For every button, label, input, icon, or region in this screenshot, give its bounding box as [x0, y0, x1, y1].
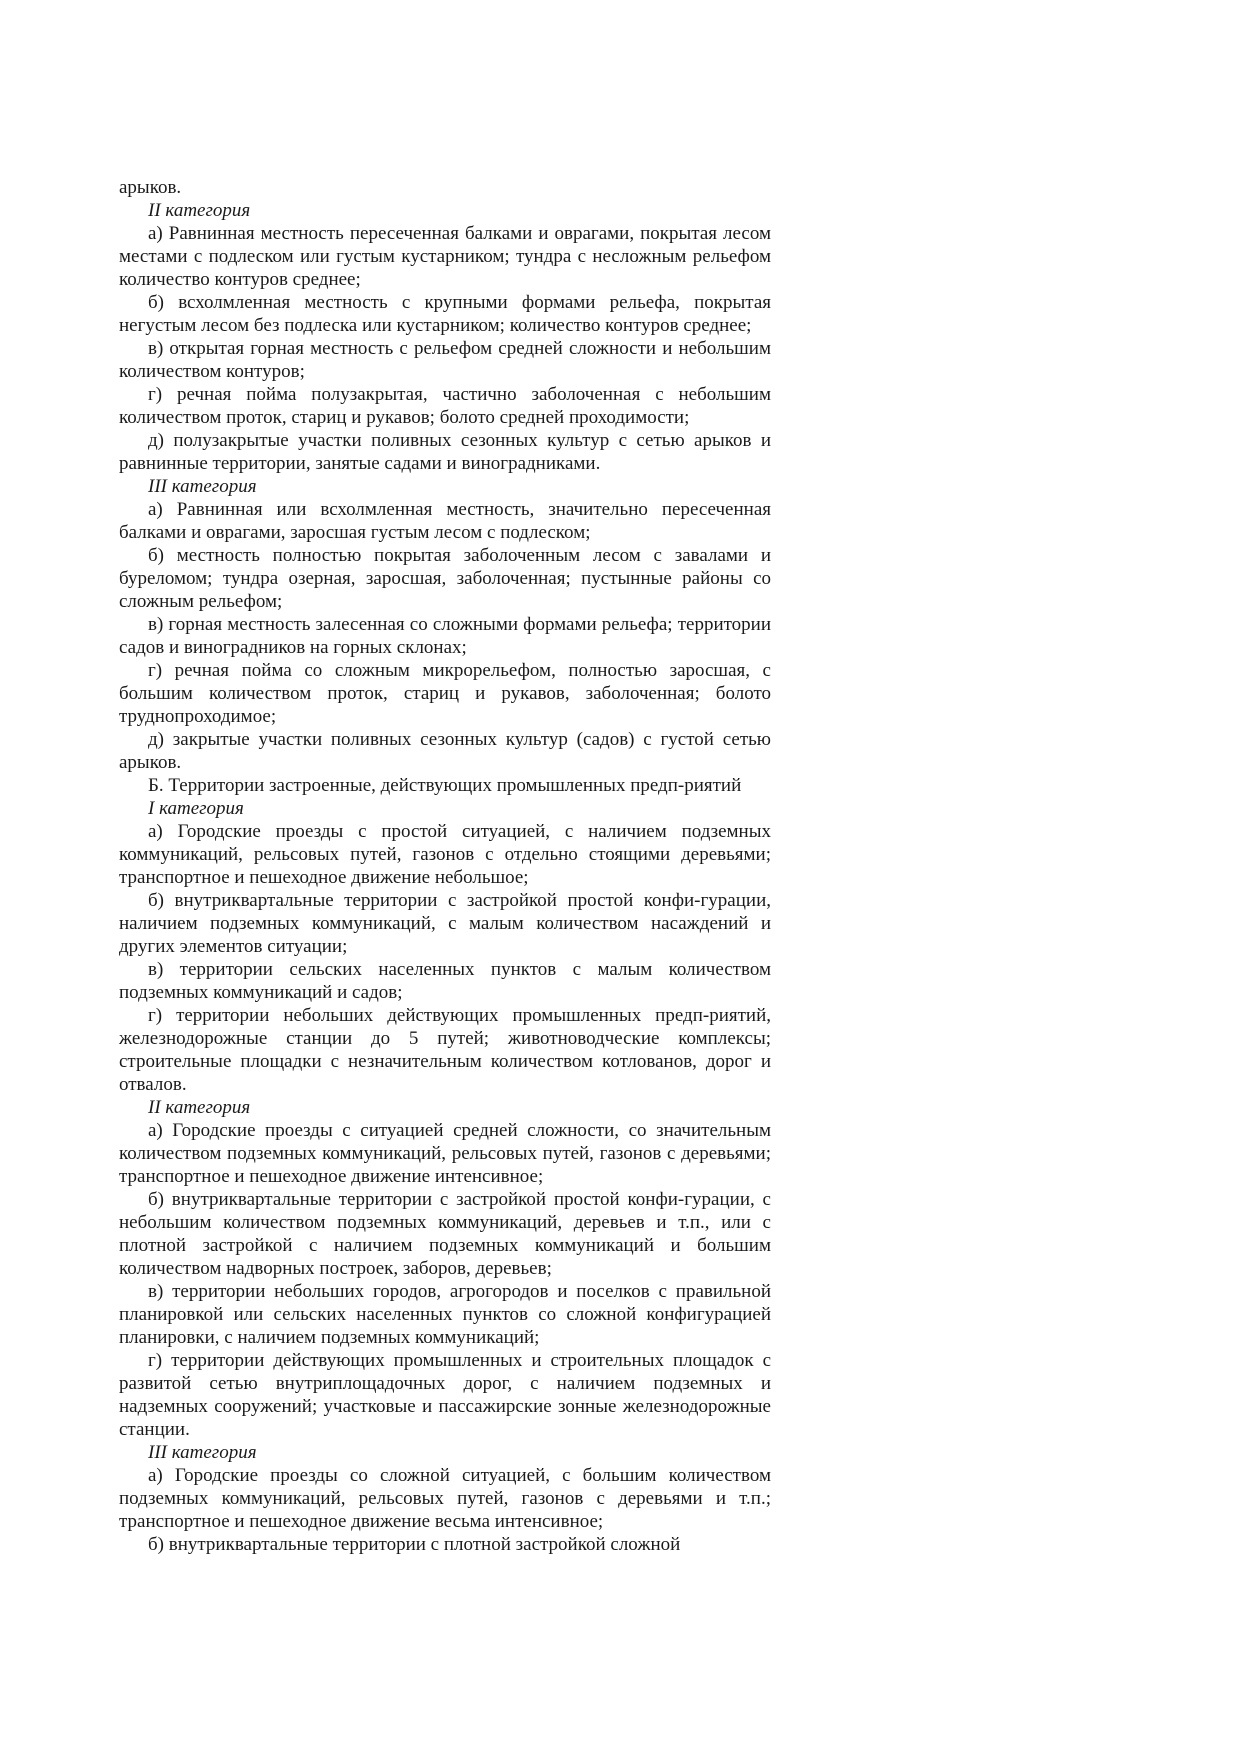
- paragraph: а) Городские проезды со сложной ситуацией, с большим количеством подземных коммуникаций, рельсовых путей, газонов с деревьями и т.п.; транспортное и пешеходное движение весьма интенсивное;: [119, 1465, 771, 1532]
- section-heading: Б. Территории застроенные, действующих промышленных предп-риятий: [148, 775, 742, 796]
- paragraph: б) внутриквартальные территории с застройкой простой конфи-гурации, наличием подземных коммуникаций, с малым количеством насаждений и других элементов ситуации;: [119, 890, 771, 957]
- paragraph: б) внутриквартальные территории с застройкой простой конфи-гурации, с небольшим количеством подземных коммуникаций, деревьев и т.п., или с плотной застройкой с наличием подземных коммуникаций и большим количеством надворных построек, заборов, деревьев;: [119, 1189, 771, 1279]
- paragraph: д) полузакрытые участки поливных сезонных культур с сетью арыков и равнинные территории, занятые садами и виноградниками.: [119, 430, 771, 474]
- paragraph: в) территории небольших городов, агрогородов и поселков с правильной планировкой или сельских населенных пунктов со сложной конфигурацией планировки, с наличием подземных коммуникаций;: [119, 1281, 771, 1348]
- paragraph: а) Равнинная или всхолмленная местность, значительно пересеченная балками и оврагами, заросшая густым лесом с подлеском;: [119, 499, 771, 543]
- category-heading: II категория: [148, 200, 251, 221]
- paragraph: г) территории небольших действующих промышленных предп-риятий, железнодорожные станции до 5 путей; животноводческие комплексы; строительные площадки с незначительным количеством котлованов, дорог и отвалов.: [119, 1005, 771, 1095]
- paragraph: б) внутриквартальные территории с плотной застройкой сложной: [148, 1534, 681, 1555]
- paragraph: г) речная пойма полузакрытая, частично заболоченная с небольшим количеством проток, стариц и рукавов; болото средней проходимости;: [119, 384, 771, 428]
- category-heading: II категория: [148, 1097, 251, 1118]
- document-body: [119, 176, 771, 1556]
- paragraph: арыков.: [119, 177, 182, 198]
- category-heading: III категория: [148, 1442, 257, 1463]
- category-heading: III категория: [148, 476, 257, 497]
- paragraph: в) открытая горная местность с рельефом средней сложности и небольшим количеством контуров;: [119, 338, 771, 382]
- paragraph: г) речная пойма со сложным микрорельефом, полностью заросшая, с большим количеством проток, стариц и рукавов, заболоченная; болото труднопроходимое;: [119, 660, 771, 727]
- paragraph: г) территории действующих промышленных и строительных площадок с развитой сетью внутриплощадочных дорог, с наличием подземных и надземных сооружений; участковые и пассажирские зонные железнодорожные станции.: [119, 1350, 771, 1440]
- paragraph: в) территории сельских населенных пунктов с малым количеством подземных коммуникаций и садов;: [119, 959, 771, 1003]
- paragraph: б) местность полностью покрытая заболоченным лесом с завалами и буреломом; тундра озерная, заросшая, заболоченная; пустынные районы со сложным рельефом;: [119, 545, 771, 612]
- paragraph: а) Городские проезды с простой ситуацией, с наличием подземных коммуникаций, рельсовых путей, газонов с отдельно стоящими деревьями; транспортное и пешеходное движение небольшое;: [119, 821, 771, 888]
- paragraph: а) Равнинная местность пересеченная балками и оврагами, покрытая лесом местами с подлеском или густым кустарником; тундра с несложным рельефом количество контуров среднее;: [119, 223, 771, 290]
- paragraph: в) горная местность залесенная со сложными формами рельефа; территории садов и виноградников на горных склонах;: [119, 614, 771, 658]
- paragraph: д) закрытые участки поливных сезонных культур (садов) с густой сетью арыков.: [119, 729, 771, 773]
- category-heading: I категория: [148, 798, 244, 819]
- paragraph: б) всхолмленная местность с крупными формами рельефа, покрытая негустым лесом без подлеска или кустарником; количество контуров среднее;: [119, 292, 771, 336]
- paragraph: а) Городские проезды с ситуацией средней сложности, со значительным количеством подземных коммуникаций, рельсовых путей, газонов с деревьями; транспортное и пешеходное движение интенсивное;: [119, 1120, 771, 1187]
